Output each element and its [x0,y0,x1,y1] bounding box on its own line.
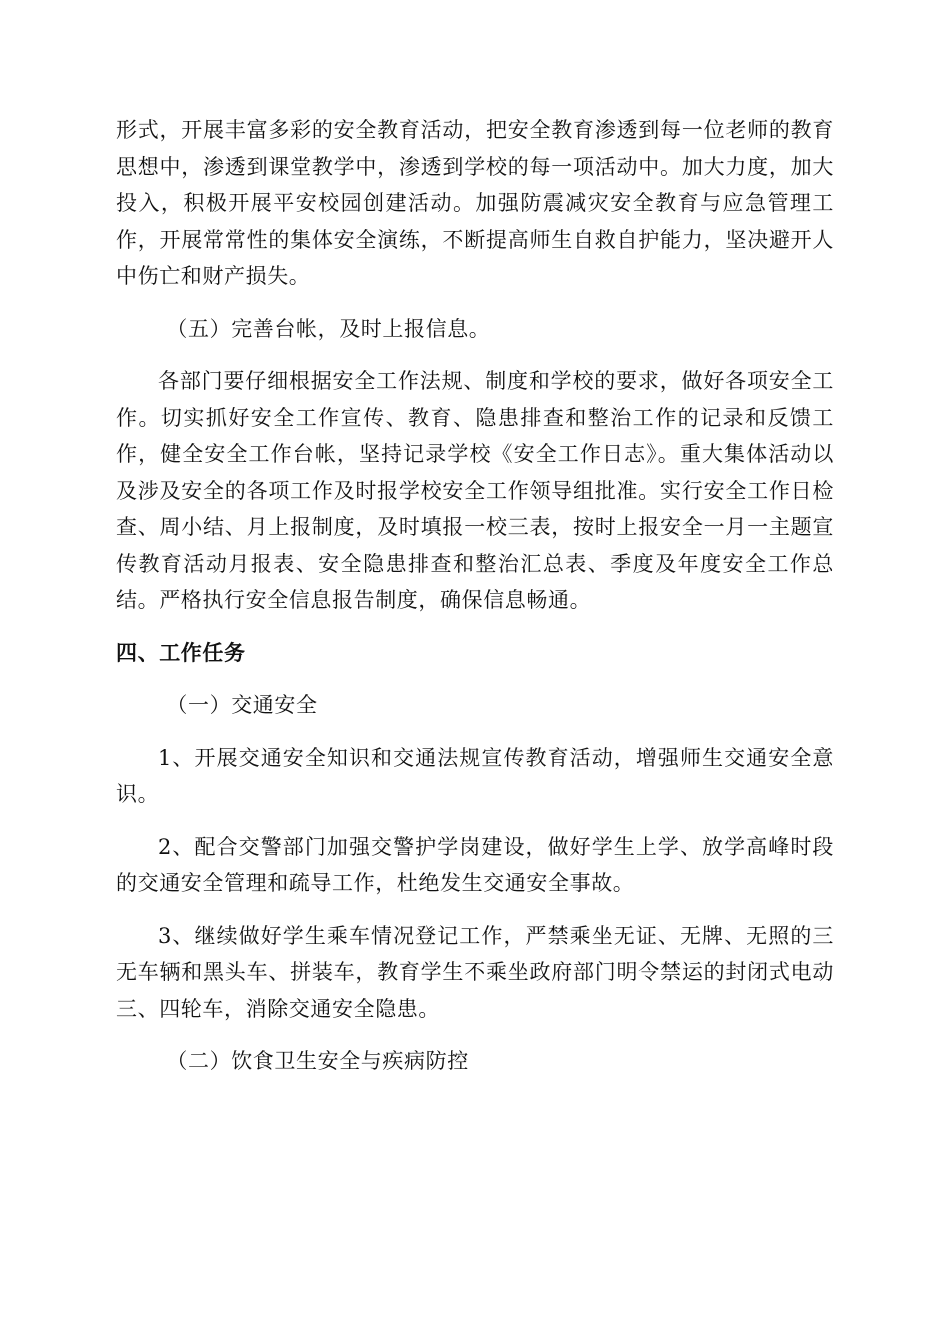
list-item-traffic-1: 1、开展交通安全知识和交通法规宣传教育活动，增强师生交通安全意识。 [116,745,834,806]
section-heading-tasks: 四、工作任务 [116,640,246,665]
document-page [116,112,834,1080]
subheading-ledger: （五）完善台帐，及时上报信息。 [166,316,491,341]
subheading-traffic-safety: （一）交通安全 [166,693,318,717]
subheading-food-safety: （二）饮食卫生安全与疾病防控 [166,1049,469,1073]
paragraph-ledger: 各部门要仔细根据安全工作法规、制度和学校的要求，做好各项安全工作。切实抓好安全工作宣传、教育、隐患排查和整治工作的记录和反馈工作，健全安全工作台帐，坚持记录学校《安全工作日志》。重大集体活动以及涉及安全的各项工作及时报学校安全工作领导组批准。实行安全工作日检查、周小结、月上报制度，及时填报一校三表，按时上报安全一月一主题宣传教育活动月报表、安全隐患排查和整治汇总表、季度及年度安全工作总结。严格执行安全信息报告制度，确保信息畅通。 [116,369,834,612]
list-item-traffic-2: 2、配合交警部门加强交警护学岗建设，做好学生上学、放学高峰时段的交通安全管理和疏导工作，杜绝发生交通安全事故。 [116,834,834,895]
list-item-traffic-3: 3、继续做好学生乘车情况登记工作，严禁乘坐无证、无牌、无照的三无车辆和黑头车、拼装车，教育学生不乘坐政府部门明令禁运的封闭式电动三、四轮车，消除交通安全隐患。 [116,923,834,1021]
paragraph-safety-education: 形式，开展丰富多彩的安全教育活动，把安全教育渗透到每一位老师的教育思想中，渗透到课堂教学中，渗透到学校的每一项活动中。加大力度，加大投入，积极开展平安校园创建活动。加强防震减灾安全教育与应急管理工作，开展常常性的集体安全演练，不断提高师生自救自护能力，坚决避开人中伤亡和财产损失。 [116,118,834,288]
